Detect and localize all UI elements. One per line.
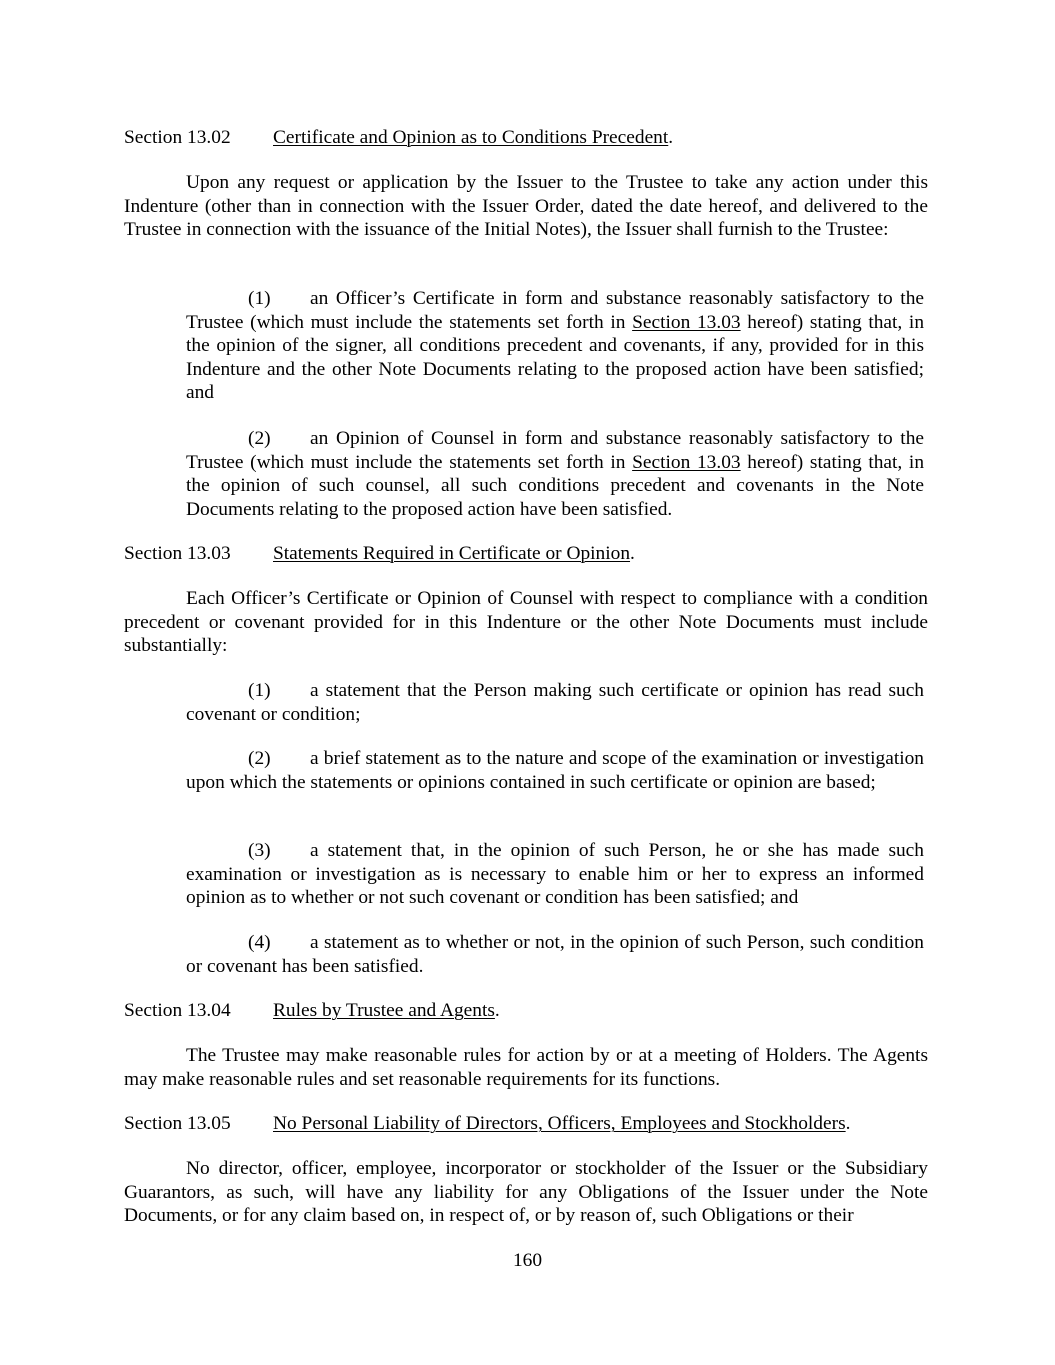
section-13-02-heading	[124, 126, 673, 150]
list-marker: (3)	[248, 840, 271, 861]
section-13-04-text: The Trustee may make reasonable rules for action by or at a meeting of Holders. The Agents may make reasonable rules and set reasonable requirements for its functions.	[124, 1045, 928, 1090]
list-item	[186, 287, 924, 405]
heading-period: .	[668, 127, 674, 148]
section-title: No Personal Liability of Directors, Officers, Employees and Stockholders	[273, 1113, 846, 1134]
section-reference-link[interactable]: Section 13.03	[632, 311, 741, 333]
section-13-03-intro: Each Officer’s Certificate or Opinion of Counsel with respect to compliance with a condition precedent or covenant provided for in this Indenture or the other Note Documents must include substantially:	[124, 588, 928, 656]
section-number: Section 13.03	[124, 543, 231, 564]
list-marker: (2)	[248, 748, 271, 769]
section-13-05-text: No director, officer, employee, incorporator or stockholder of the Issuer or the Subsidiary Guarantors, as such, will have any liability for any Obligations of the Issuer under the Note Documents, or for any claim based on, in respect of, or by reason of, such Obligations or their	[124, 1158, 928, 1226]
list-item-text: hereof) stating that, in the opinion of such counsel, all such conditions precedent and covenants in the Note Documents relating to the proposed action have been satisfied.	[186, 451, 925, 520]
list-item-text: a brief statement as to the nature and scope of the examination or investigation upon which the statements or opinions contained in such certificate or opinion are based;	[186, 748, 924, 793]
section-13-02-intro: Upon any request or application by the Issuer to the Trustee to take any action under this Indenture (other than in connection with the Issuer Order, dated the date hereof, and delivered to the Trustee in connection with the issuance of the Initial Notes), the Issuer shall furnish to the Trustee:	[124, 172, 928, 240]
section-13-05-heading	[124, 1112, 850, 1136]
list-item	[186, 931, 924, 978]
list-marker: (4)	[248, 932, 271, 953]
list-item-text: a statement that, in the opinion of such Person, he or she has made such examination or investigation as is necessary to enable him or her to express an informed opinion as to whether or not such covenant or condition has been satisfied; and	[186, 840, 924, 908]
page-number: 160	[512, 1250, 543, 1271]
heading-period: .	[494, 1000, 500, 1021]
section-title: Statements Required in Certificate or Opinion	[273, 543, 631, 564]
section-13-03-heading	[124, 542, 635, 566]
section-title: Certificate and Opinion as to Conditions Precedent	[273, 127, 669, 148]
list-item-text: a statement that the Person making such certificate or opinion has read such covenant or condition;	[186, 680, 924, 725]
section-title: Rules by Trustee and Agents	[273, 1000, 495, 1021]
list-marker: (2)	[248, 428, 271, 449]
list-item	[186, 839, 924, 910]
list-item	[186, 427, 924, 521]
heading-period: .	[630, 543, 635, 564]
heading-period: .	[845, 1113, 851, 1134]
section-reference-link[interactable]: Section 13.03	[632, 451, 741, 473]
section-number: Section 13.05	[124, 1113, 231, 1134]
list-item-text: a statement as to whether or not, in the opinion of such Person, such condition or covenant has been satisfied.	[186, 932, 924, 977]
list-item-text: an Officer’s Certificate in form and substance reasonably satisfactory to the Trustee (which must include the statements set forth in	[186, 288, 924, 333]
section-13-04-heading	[124, 999, 500, 1023]
list-marker: (1)	[248, 680, 271, 701]
list-item-text: hereof) stating that, in the opinion of the signer, all conditions precedent and covenants, if any, provided for in this Indenture and the other Note Documents relating to the proposed action have been satisfied; and	[186, 311, 925, 403]
list-item-text: an Opinion of Counsel in form and substance reasonably satisfactory to the Trustee (which must include the statements set forth in	[186, 428, 924, 473]
list-item	[186, 679, 924, 726]
section-number: Section 13.02	[124, 127, 231, 148]
section-number: Section 13.04	[124, 1000, 231, 1021]
list-marker: (1)	[248, 288, 271, 309]
list-item	[186, 747, 924, 794]
